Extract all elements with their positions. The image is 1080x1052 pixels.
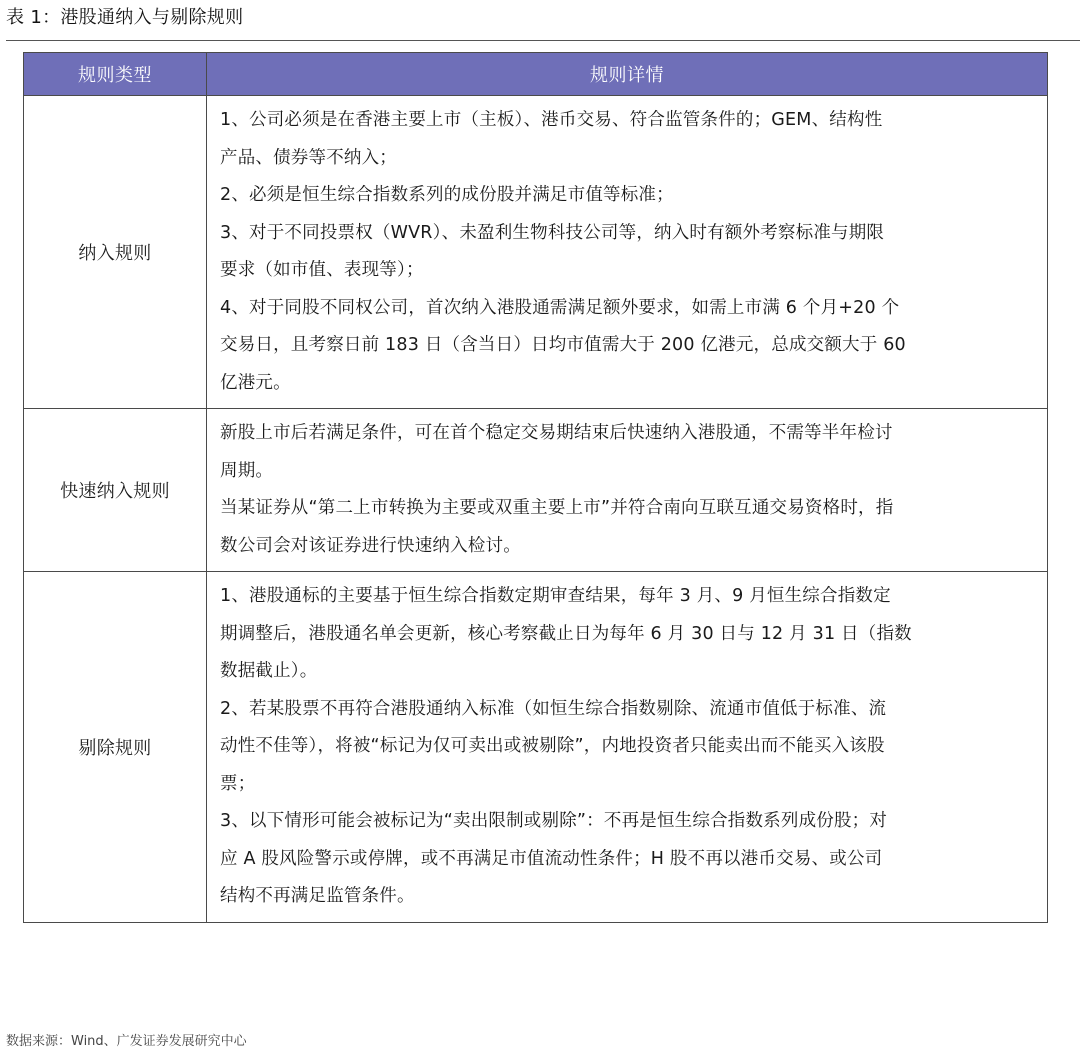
rule-detail-line: 要求（如市值、表现等）； bbox=[220, 260, 424, 280]
rule-type-cell: 剔除规则 bbox=[24, 572, 207, 923]
table-caption: 表 1：港股通纳入与剔除规则 bbox=[6, 7, 244, 28]
rule-detail-line: 结构不再满足监管条件。 bbox=[220, 886, 415, 906]
rule-detail-line: 周期。 bbox=[220, 460, 274, 481]
data-source-note: 数据来源：Wind、广发证券发展研究中心 bbox=[6, 1034, 247, 1049]
table-body bbox=[24, 96, 1048, 923]
rules-table bbox=[23, 52, 1048, 923]
caption-rule bbox=[6, 40, 1080, 41]
rule-detail-cell bbox=[207, 572, 1048, 923]
rule-detail-line: 期调整后，港股通名单会更新，核心考察截止日为每年 6 月 30 日与 12 月 31 日（指数 bbox=[220, 623, 912, 644]
rule-detail-line: 1、港股通标的主要基于恒生综合指数定期审查结果，每年 3 月、9 月恒生综合指数定 bbox=[220, 586, 891, 606]
rule-detail-line: 亿港元。 bbox=[220, 372, 291, 393]
rule-detail-line: 票； bbox=[220, 773, 256, 794]
rule-type-cell: 快速纳入规则 bbox=[24, 409, 207, 572]
rule-detail-cell bbox=[207, 96, 1048, 409]
rule-detail-line: 应 A 股风险警示或停牌，或不再满足市值流动性条件；H 股不再以港币交易、或公司 bbox=[220, 848, 883, 869]
rule-detail-line: 动性不佳等），将被“标记为仅可卖出或被剔除”，内地投资者只能卖出而不能买入该股 bbox=[220, 736, 885, 756]
rule-detail-line: 交易日，且考察日前 183 日（含当日）日均市值需大于 200 亿港元，总成交额大于 60 bbox=[220, 335, 906, 355]
inclusion-rules-row bbox=[24, 96, 1048, 409]
rule-detail-line: 数公司会对该证券进行快速纳入检讨。 bbox=[220, 535, 521, 556]
fast-inclusion-rules-row bbox=[24, 409, 1048, 572]
rule-detail-line: 3、以下情形可能会被标记为“卖出限制或剔除”：不再是恒生综合指数系列成份股；对 bbox=[220, 811, 888, 831]
rule-detail-cell bbox=[207, 409, 1048, 572]
rule-detail-line: 3、对于不同投票权（WVR）、未盈利生物科技公司等，纳入时有额外考察标准与期限 bbox=[220, 222, 885, 243]
exclusion-rules-row bbox=[24, 572, 1048, 923]
header-rule-type: 规则类型 bbox=[24, 53, 207, 96]
header-rule-detail: 规则详情 bbox=[207, 53, 1048, 96]
rule-detail-line: 数据截止）。 bbox=[220, 661, 318, 681]
rule-detail-line: 1、公司必须是在香港主要上市（主板）、港币交易、符合监管条件的；GEM、结构性 bbox=[220, 110, 883, 130]
rule-detail-line: 2、必须是恒生综合指数系列的成份股并满足市值等标准； bbox=[220, 185, 674, 205]
rule-detail-line: 2、若某股票不再符合港股通纳入标准（如恒生综合指数剔除、流通市值低于标准、流 bbox=[220, 698, 887, 719]
rule-detail-line: 新股上市后若满足条件，可在首个稳定交易期结束后快速纳入港股通，不需等半年检讨 bbox=[220, 423, 893, 443]
rule-detail-line: 产品、债券等不纳入； bbox=[220, 147, 397, 168]
table-header-row bbox=[24, 53, 1048, 96]
rule-detail-line: 4、对于同股不同权公司，首次纳入港股通需满足额外要求，如需上市满 6 个月+20 个 bbox=[220, 297, 900, 318]
rule-detail-line: 当某证券从“第二上市转换为主要或双重主要上市”并符合南向互联互通交易资格时，指 bbox=[220, 498, 894, 518]
rule-type-cell: 纳入规则 bbox=[24, 96, 207, 409]
